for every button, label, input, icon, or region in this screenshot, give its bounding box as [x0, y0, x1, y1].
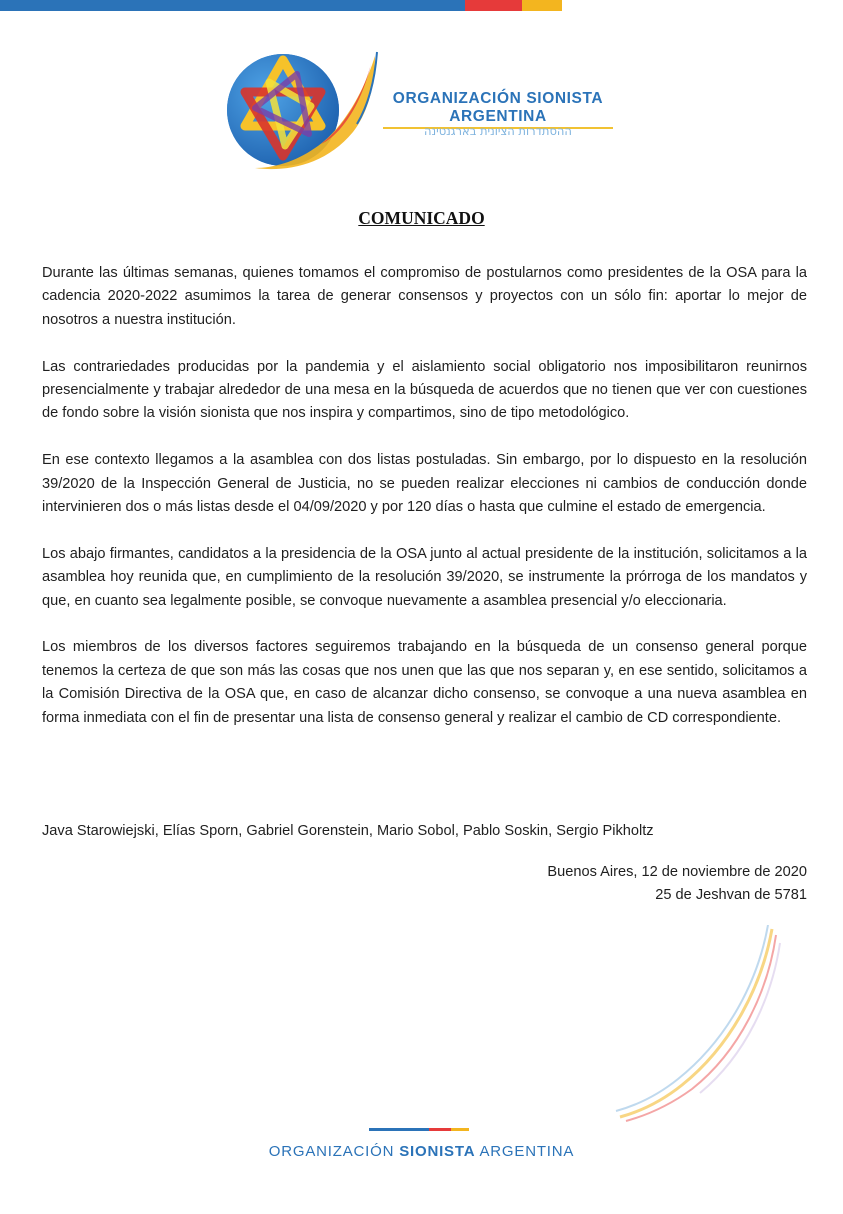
- footer-org-name: [0, 1143, 843, 1160]
- footer-line-blue: [369, 1128, 429, 1131]
- org-name-regular: ORGANIZACIÓN: [392, 90, 522, 107]
- place-and-date: [547, 861, 807, 907]
- org-name-bold: SIONISTA: [526, 90, 604, 107]
- footer-org-regular-2: ARGENTINA: [479, 1143, 575, 1160]
- paragraph-3: En ese contexto llegamos a la asamblea con dos listas postuladas. Sin embargo, por lo dispuesto en la resolución 39/2020 de la Inspección General de Justicia, no se pueden realizar elecciones ni cambios de conducción donde intervinieren dos o más listas desde el 04/09/2020 y por 120 días o hasta que culmine el estado de emergencia.: [42, 452, 807, 516]
- hebrew-date: 25 de Jeshvan de 5781: [655, 887, 807, 903]
- org-name-hebrew: ההסתדרות הציונית בארגנטינה: [424, 124, 572, 138]
- signers-list: Java Starowiejski, Elías Sporn, Gabriel Gorenstein, Mario Sobol, Pablo Soskin, Sergio Pikholtz: [42, 823, 654, 839]
- paragraph-2: Las contrariedades producidas por la pandemia y el aislamiento social obligatorio nos imposibilitaron reunirnos presencialmente y trabajar alrededor de una mesa en la búsqueda de acuerdos que no tienen que ver con cuestiones de fondo sobre la visión sionista que nos inspira y compartimos, sino de tipo metodológico.: [42, 358, 807, 422]
- document-body: [42, 262, 807, 753]
- footer-line-red: [429, 1128, 451, 1131]
- gregorian-date: Buenos Aires, 12 de noviembre de 2020: [547, 864, 807, 880]
- org-name-line2: ARGENTINA: [449, 108, 547, 125]
- paragraph-1: Durante las últimas semanas, quienes tomamos el compromiso de postularnos como presidentes de la OSA para la cadencia 2020-2022 asumimos la tarea de generar consensos y proyectos con un sólo fin: aportar lo mejor de nosotros a nuestra institución.: [42, 265, 807, 328]
- footer-org-bold: SIONISTA: [399, 1143, 476, 1160]
- footer-color-line: [369, 1128, 469, 1131]
- top-bar-yellow-segment: [522, 0, 562, 11]
- document-title: COMUNICADO: [358, 208, 485, 228]
- paragraph-4: Los abajo firmantes, candidatos a la presidencia de la OSA junto al actual presidente de la institución, solicitamos a la asamblea hoy reunida que, en cumplimiento de la resolución 39/2020, se instrumente la prórroga de los mandatos y que, en cuanto sea legalmente posible, se convoque nuevamente a asamblea presencial y/o eleccionaria.: [42, 545, 807, 609]
- top-bar-blue-segment: [0, 0, 465, 11]
- footer-org-regular-1: ORGANIZACIÓN: [268, 1143, 395, 1160]
- org-name-header: [383, 90, 613, 126]
- osa-logo-emblem: [225, 48, 385, 176]
- top-color-bar: [0, 0, 562, 11]
- paragraph-5: Los miembros de los diversos factores seguiremos trabajando en la búsqueda de un consenso general porque tenemos la certeza de que son más las cosas que nos unen que las que nos separan y, en ese sentido, solicitamos a la Comisión Directiva de la OSA que, en caso de alcanzar dicho consenso, se convoque a una nueva asamblea en forma inmediata con el fin de presentar una lista de consenso general y realizar el cambio de CD correspondiente.: [42, 639, 807, 726]
- footer-line-yellow: [451, 1128, 469, 1131]
- top-bar-red-segment: [465, 0, 522, 11]
- decorative-swoosh: [612, 925, 792, 1125]
